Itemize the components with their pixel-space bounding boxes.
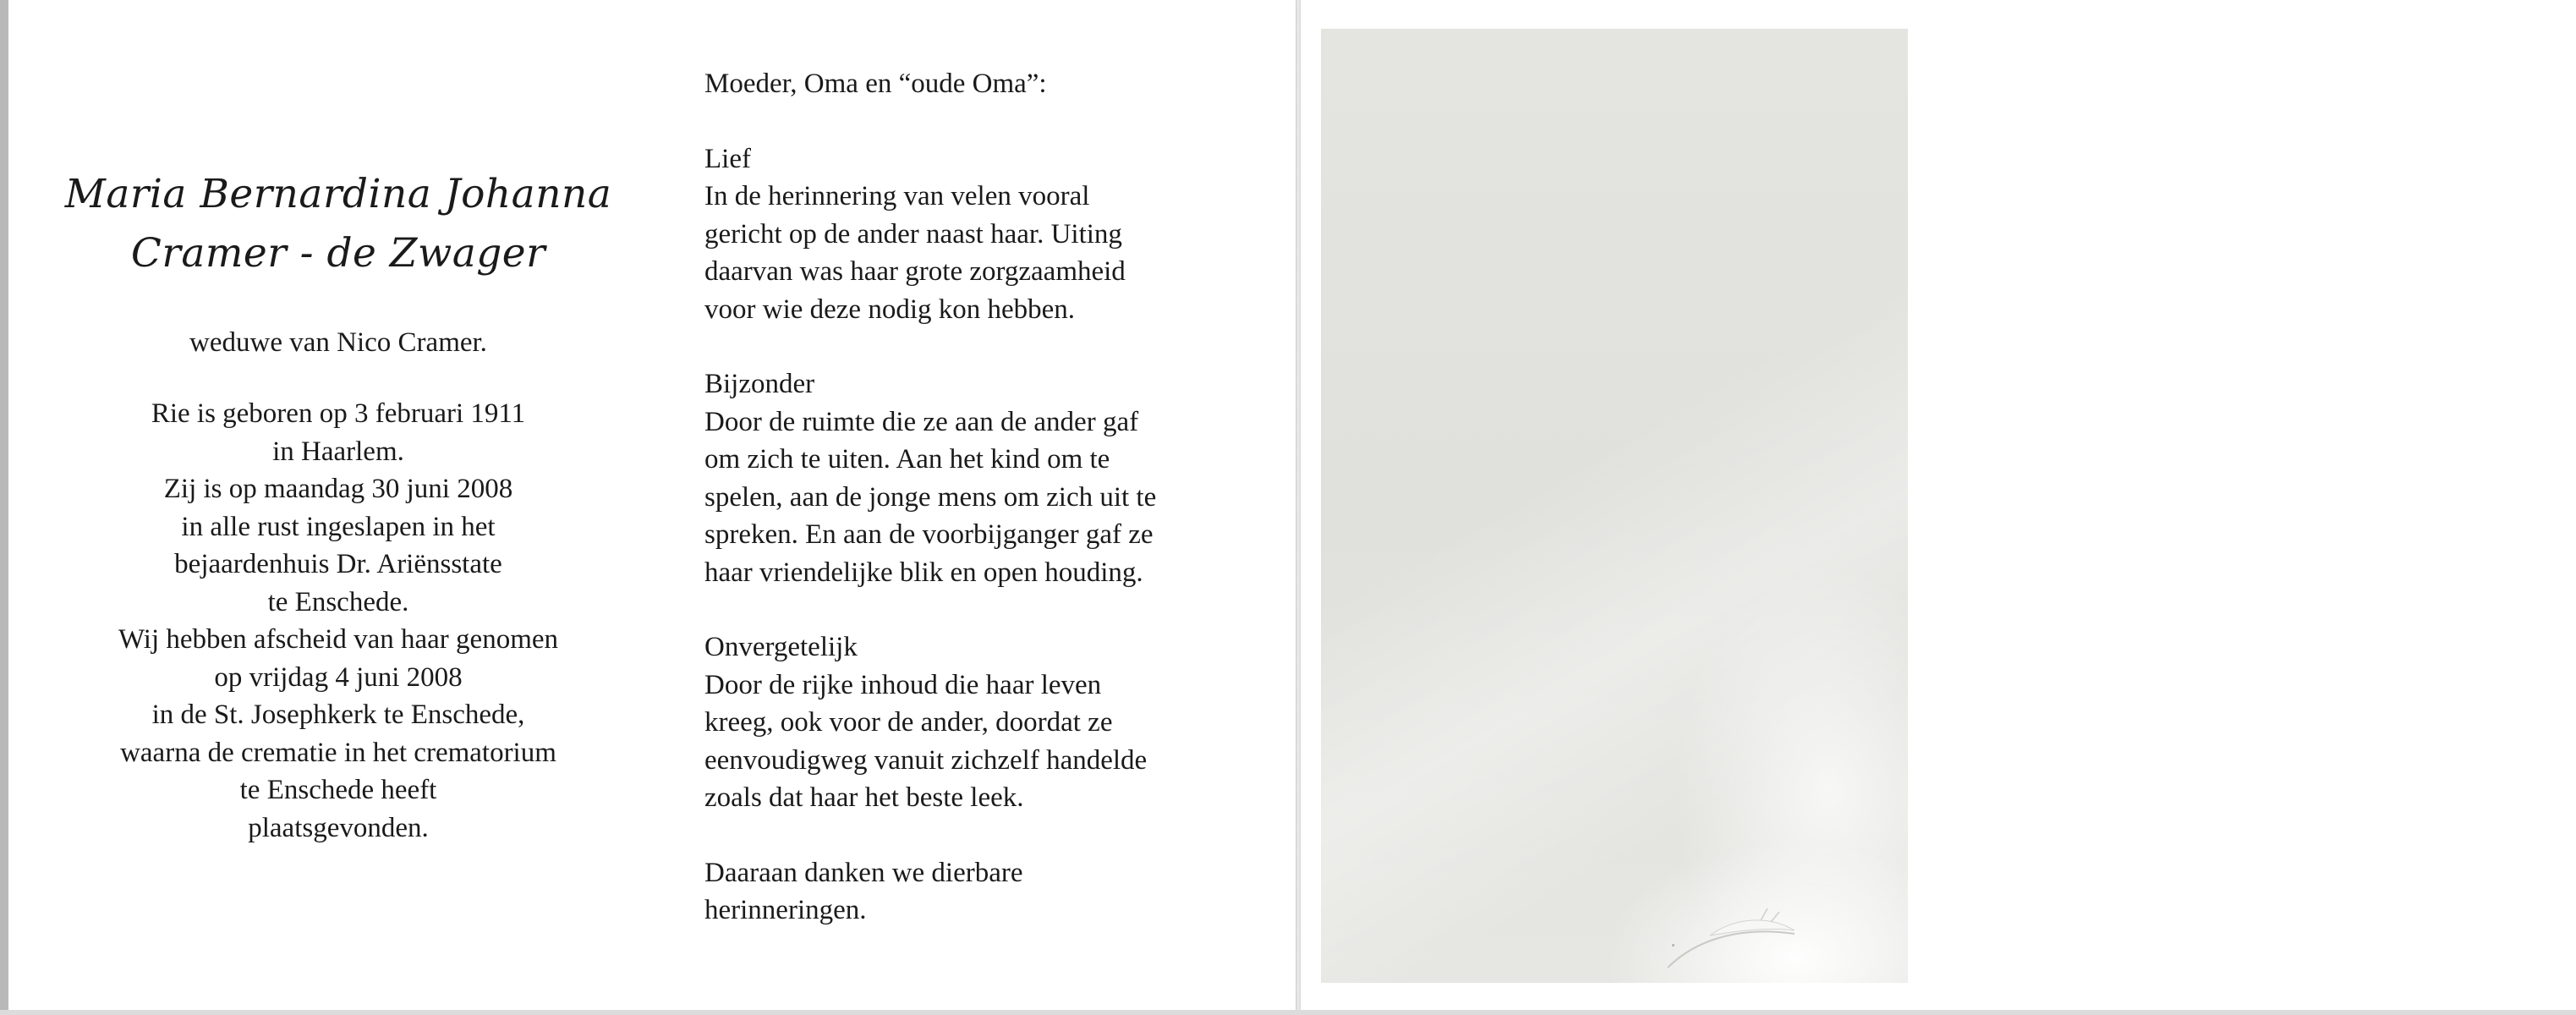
bio-line: te Enschede. xyxy=(267,586,409,617)
bio-line: in Haarlem. xyxy=(272,436,404,467)
bio-line: waarna de crematie in het crematorium xyxy=(120,737,556,768)
section-title: Onvergetelijk xyxy=(704,632,858,662)
photo-speck xyxy=(1672,944,1674,946)
deceased-name-line-2: Cramer - de Zwager xyxy=(130,230,546,277)
bio-line: in de St. Josephkerk te Enschede, xyxy=(151,700,525,730)
section-line: gericht op de ander naast haar. Uiting xyxy=(704,218,1122,250)
section-line: eenvoudigweg vanuit zichzelf handelde xyxy=(704,744,1148,776)
tribute-heading: Moeder, Oma en “oude Oma”: xyxy=(704,69,1047,99)
section-line: spreken. En aan de voorbijganger gaf ze xyxy=(704,519,1154,550)
section-line: om zich te uiten. Aan het kind om te xyxy=(704,444,1110,475)
bio-line: Zij is op maandag 30 juni 2008 xyxy=(163,474,513,504)
section-line: haar vriendelijke blik en open houding. xyxy=(704,557,1143,588)
section-title: Bijzonder xyxy=(704,369,815,399)
scan-bottom-edge xyxy=(0,1010,2576,1015)
tribute-section-onvergetelijk xyxy=(704,628,1280,817)
tribute-column xyxy=(704,65,1280,930)
closing-line: Daaraan danken we dierbare xyxy=(704,857,1023,888)
bio-line: in alle rust ingeslapen in het xyxy=(181,511,496,542)
widow-of-line: weduwe van Nico Cramer. xyxy=(189,327,487,358)
memorial-photo xyxy=(1321,29,1908,983)
tribute-section-bijzonder xyxy=(704,365,1280,591)
section-line: spelen, aan de jonge mens om zich uit te xyxy=(704,481,1157,513)
section-line: Door de rijke inhoud die haar leven xyxy=(704,669,1102,700)
bio-line: op vrijdag 4 juni 2008 xyxy=(214,661,463,693)
biography-text xyxy=(42,395,634,847)
bio-line: Wij hebben afscheid van haar genomen xyxy=(118,624,559,655)
tribute-section-lief xyxy=(704,140,1280,329)
obituary-column xyxy=(42,165,634,847)
deceased-name-line-1: Maria Bernardina Johanna xyxy=(64,171,612,217)
bio-line: bejaardenhuis Dr. Ariënsstate xyxy=(174,549,502,579)
feather-icon xyxy=(1659,883,1803,976)
section-line: kreeg, ook voor de ander, doordat ze xyxy=(704,707,1113,738)
bio-line: te Enschede heeft xyxy=(239,775,437,805)
section-line: voor wie deze nodig kon hebben. xyxy=(704,294,1076,325)
closing-line: herinneringen. xyxy=(704,895,867,925)
section-line: daarvan was haar grote zorgzaamheid xyxy=(704,256,1126,287)
bio-line: plaatsgevonden. xyxy=(248,812,429,843)
bio-line: Rie is geboren op 3 februari 1911 xyxy=(151,398,526,429)
deceased-name xyxy=(42,165,634,283)
section-line: In de herinnering van velen vooral xyxy=(704,181,1090,211)
section-title: Lief xyxy=(704,143,751,174)
section-line: zoals dat haar het beste leek. xyxy=(704,782,1024,813)
section-line: Door de ruimte die ze aan de ander gaf xyxy=(704,406,1139,437)
tribute-closing xyxy=(704,854,1280,930)
